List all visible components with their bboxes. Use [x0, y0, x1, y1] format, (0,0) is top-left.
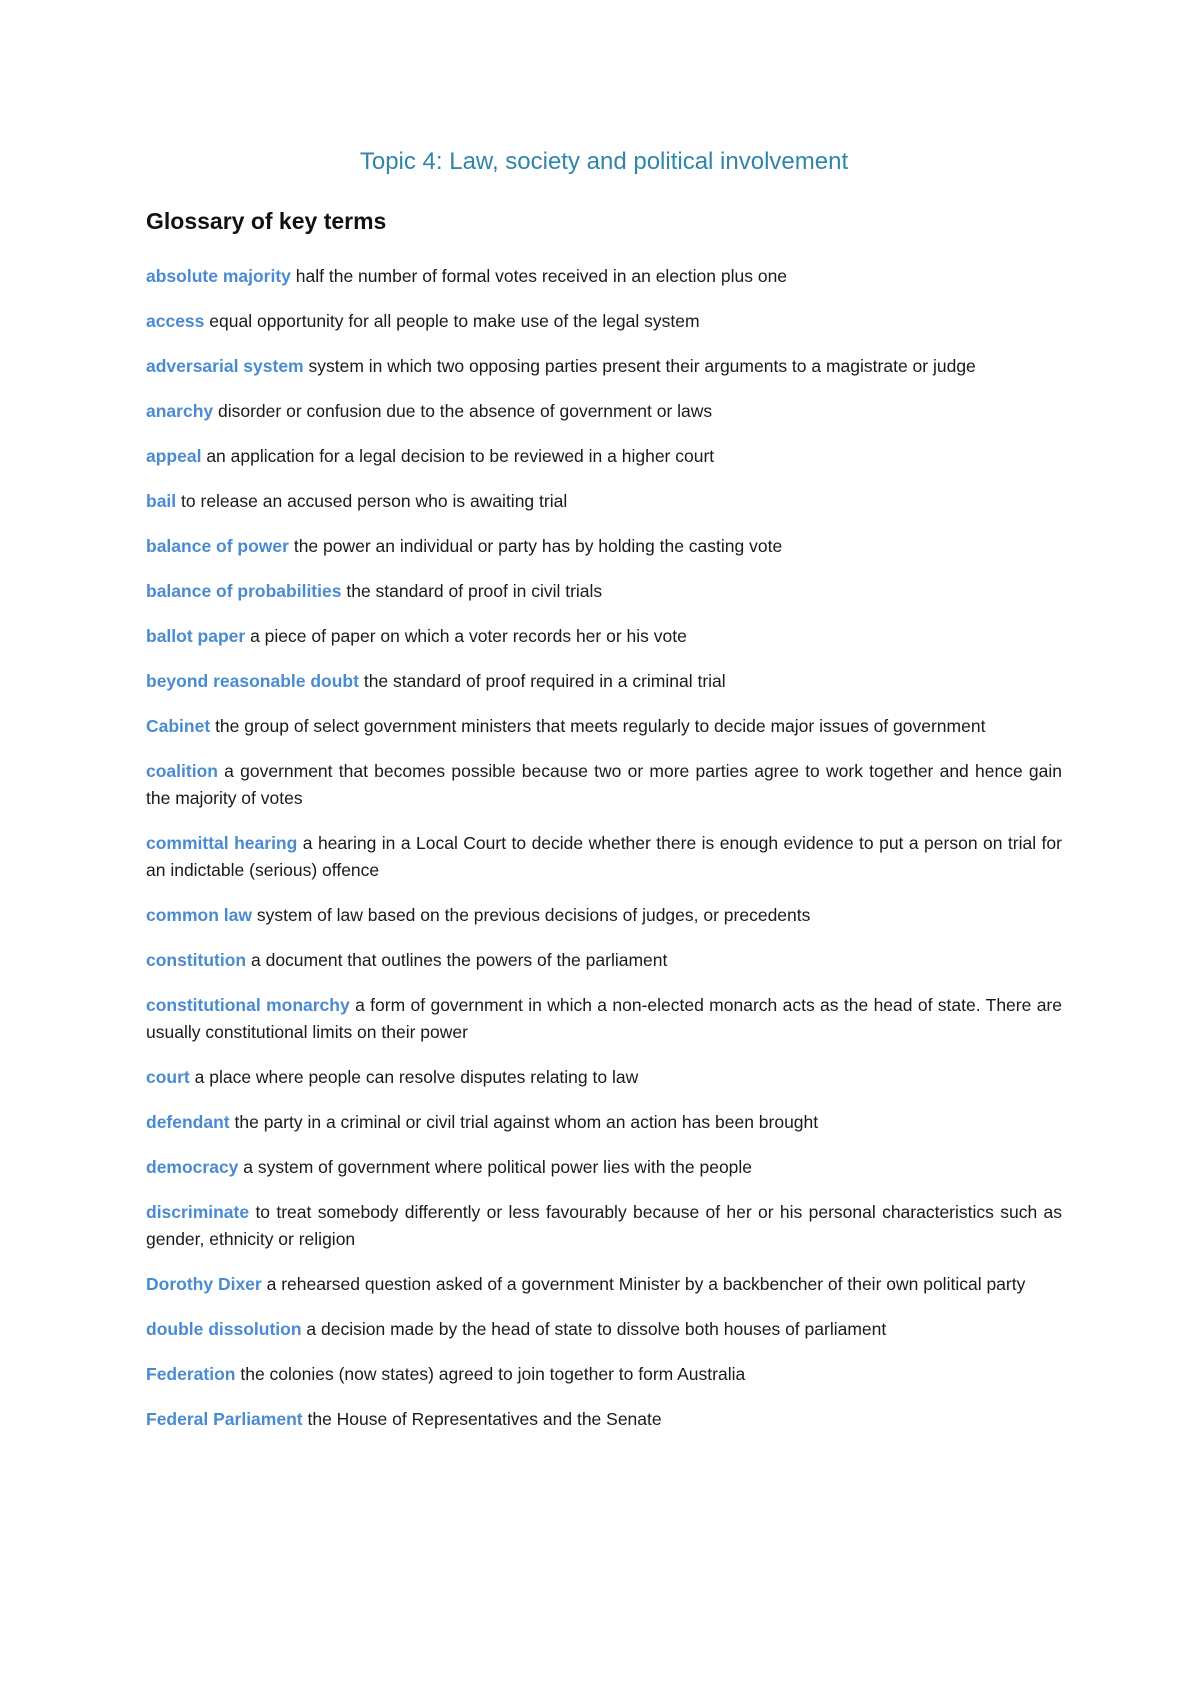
glossary-term: coalition [146, 761, 218, 781]
glossary-entry [146, 443, 1062, 470]
glossary-definition: to treat somebody differently or less favourably because of her or his personal characteristics such as gender, ethnicity or religion [146, 1202, 1062, 1249]
glossary-term: Dorothy Dixer [146, 1274, 262, 1294]
glossary-definition: equal opportunity for all people to make use of the legal system [209, 311, 700, 331]
glossary-definition: a government that becomes possible because two or more parties agree to work together and hence gain the majority of votes [146, 761, 1062, 808]
glossary-term: balance of power [146, 536, 289, 556]
glossary-term: committal hearing [146, 833, 298, 853]
glossary-term: appeal [146, 446, 202, 466]
glossary-entry [146, 578, 1062, 605]
glossary-definition: a form of government in which a non-elected monarch acts as the head of state. There are usually constitutional limits on their power [146, 995, 1062, 1042]
glossary-definition: the group of select government ministers that meets regularly to decide major issues of government [215, 716, 986, 736]
glossary-entry [146, 947, 1062, 974]
glossary-entry [146, 398, 1062, 425]
glossary-term: balance of probabilities [146, 581, 342, 601]
glossary-definition: system of law based on the previous decisions of judges, or precedents [256, 905, 811, 925]
glossary-definition: the House of Representatives and the Senate [307, 1409, 662, 1429]
glossary-entry [146, 1406, 1062, 1433]
glossary-entry [146, 1154, 1062, 1181]
glossary-definition: a piece of paper on which a voter records her or his vote [250, 626, 687, 646]
glossary-term: Cabinet [146, 716, 211, 736]
glossary-entry [146, 353, 1062, 380]
glossary-entry [146, 1271, 1062, 1298]
glossary-definition: half the number of formal votes received in an election plus one [295, 266, 788, 286]
glossary-term: discriminate [146, 1202, 250, 1222]
glossary-definition: a document that outlines the powers of the parliament [251, 950, 668, 970]
glossary-entry [146, 1361, 1062, 1388]
glossary-term: Federal Parliament [146, 1409, 303, 1429]
glossary-definition: a rehearsed question asked of a government Minister by a backbencher of their own political party [266, 1274, 1026, 1294]
glossary-term: beyond reasonable doubt [146, 671, 359, 691]
glossary-entry [146, 758, 1062, 812]
glossary-definition: a hearing in a Local Court to decide whether there is enough evidence to put a person on trial for an indictable (serious) offence [146, 833, 1062, 880]
glossary-term: democracy [146, 1157, 239, 1177]
glossary-definition: a decision made by the head of state to dissolve both houses of parliament [306, 1319, 887, 1339]
glossary-term: bail [146, 491, 177, 511]
glossary-definition: the colonies (now states) agreed to join together to form Australia [240, 1364, 746, 1384]
glossary-entry [146, 902, 1062, 929]
glossary-entry [146, 1199, 1062, 1253]
glossary-entry [146, 1109, 1062, 1136]
glossary-definition: disorder or confusion due to the absence of government or laws [218, 401, 713, 421]
glossary-entry [146, 668, 1062, 695]
glossary-entry [146, 992, 1062, 1046]
glossary-term: court [146, 1067, 190, 1087]
glossary-entry [146, 263, 1062, 290]
glossary-term: ballot paper [146, 626, 246, 646]
glossary-term: Federation [146, 1364, 236, 1384]
glossary-definition: the power an individual or party has by holding the casting vote [293, 536, 783, 556]
glossary-entry [146, 1316, 1062, 1343]
glossary-term: access [146, 311, 205, 331]
glossary-entry [146, 713, 1062, 740]
document-title: Topic 4: Law, society and political involvement [359, 148, 849, 175]
glossary-term: common law [146, 905, 252, 925]
glossary-list [146, 263, 1062, 1451]
glossary-definition: the party in a criminal or civil trial against whom an action has been brought [234, 1112, 819, 1132]
glossary-entry [146, 1064, 1062, 1091]
glossary-heading: Glossary of key terms [146, 208, 387, 234]
glossary-entry [146, 830, 1062, 884]
glossary-entry [146, 488, 1062, 515]
glossary-definition: system in which two opposing parties present their arguments to a magistrate or judge [308, 356, 976, 376]
glossary-term: constitutional monarchy [146, 995, 350, 1015]
glossary-entry [146, 533, 1062, 560]
glossary-definition: to release an accused person who is awaiting trial [181, 491, 568, 511]
glossary-term: absolute majority [146, 266, 291, 286]
glossary-term: adversarial system [146, 356, 304, 376]
glossary-term: anarchy [146, 401, 214, 421]
glossary-entry [146, 623, 1062, 650]
glossary-term: defendant [146, 1112, 230, 1132]
glossary-definition: the standard of proof in civil trials [346, 581, 603, 601]
glossary-term: constitution [146, 950, 247, 970]
glossary-definition: an application for a legal decision to be reviewed in a higher court [206, 446, 715, 466]
glossary-definition: a place where people can resolve disputes relating to law [194, 1067, 639, 1087]
glossary-term: double dissolution [146, 1319, 302, 1339]
glossary-definition: a system of government where political power lies with the people [243, 1157, 753, 1177]
glossary-entry [146, 308, 1062, 335]
glossary-definition: the standard of proof required in a criminal trial [363, 671, 726, 691]
